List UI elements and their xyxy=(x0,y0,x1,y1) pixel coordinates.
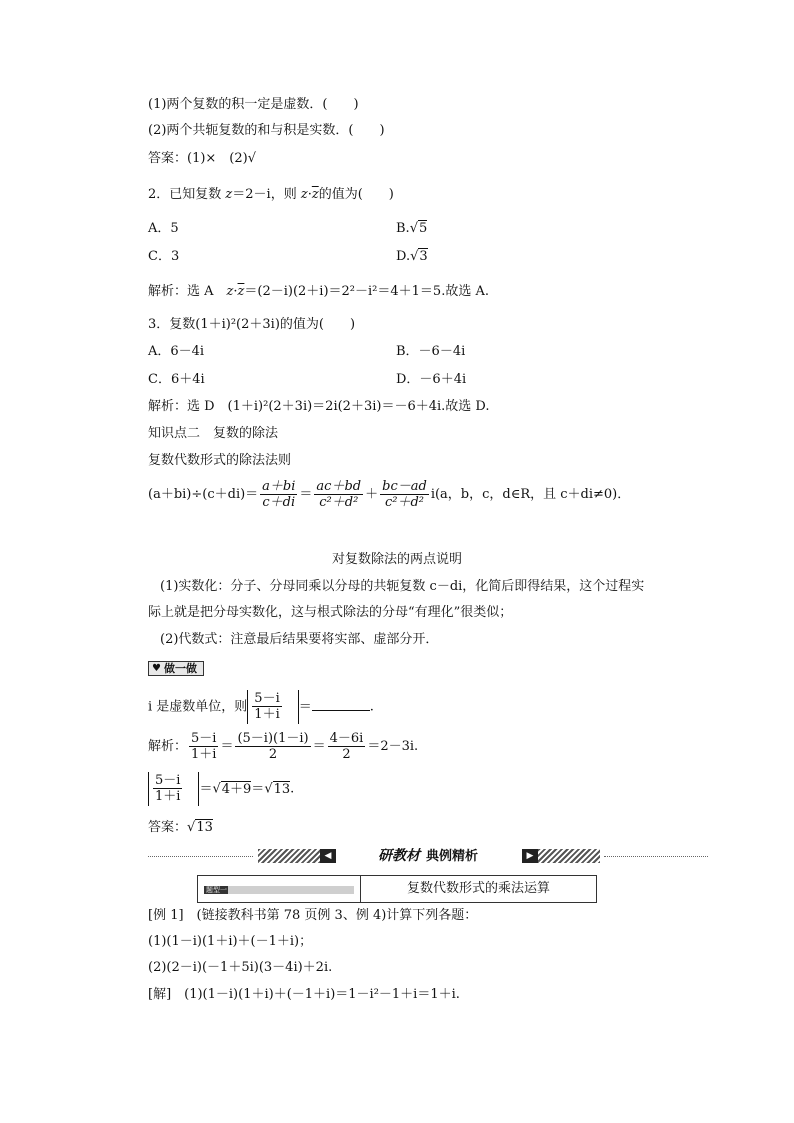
banner-stripe-right xyxy=(538,849,600,863)
modulus-eq: ＝ xyxy=(199,781,213,797)
modulus-eq-2: ＝ xyxy=(251,781,265,797)
modulus-frac xyxy=(153,773,182,804)
practice-answer: 答案：√13 xyxy=(148,820,213,835)
q3-option-c: C．6＋4i xyxy=(148,372,205,387)
analysis-frac-3 xyxy=(328,731,366,762)
banner-title-big: 研教材 xyxy=(377,848,420,864)
q2-stem-z: z xyxy=(300,187,308,202)
arrow-left-icon: ◀ xyxy=(320,849,336,863)
analysis-frac-1-den: 1＋i xyxy=(191,747,217,762)
q2-stem-var: z xyxy=(225,187,233,202)
analysis-frac-2-num: (5－i)(1－i) xyxy=(237,731,309,746)
analysis-frac-2 xyxy=(235,731,310,762)
q3-analysis: 解析：选 D (1＋i)²(2＋3i)＝2i(2＋3i)＝－6＋4i.故选 D. xyxy=(148,399,490,414)
analysis-frac-1 xyxy=(189,731,218,762)
analysis-frac-3-den: 2 xyxy=(342,747,351,762)
modulus-radicand-2: 13 xyxy=(273,781,291,797)
q2-stem-eq: ＝2－i，则 xyxy=(232,187,301,202)
formula-plus: ＋ xyxy=(365,487,379,502)
banner-dots-left xyxy=(148,856,253,857)
analysis-frac-3-num: 4－6i xyxy=(329,731,364,746)
formula-frac-1-den: c＋di xyxy=(262,495,296,510)
practice-analysis xyxy=(148,730,418,764)
kp2-title: 知识点二 复数的除法 xyxy=(148,426,279,441)
q3-stem: 3．复数(1＋i)²(2＋3i)的值为( ) xyxy=(148,317,356,332)
kp2-subtitle: 复数代数形式的除法法则 xyxy=(148,453,292,468)
notes-title: 对复数除法的两点说明 xyxy=(331,552,462,567)
heart-icon: ♥ xyxy=(152,663,161,674)
banner-title-small: 典例精析 xyxy=(425,849,478,864)
banner-title xyxy=(353,847,503,866)
type-box-tag: 题型一 xyxy=(204,886,354,894)
modulus-abs xyxy=(148,772,199,806)
q2-option-b: B.√5 xyxy=(396,221,428,236)
modulus-radicand-1: 4＋9 xyxy=(221,781,252,797)
practice-answer-radicand: 13 xyxy=(196,820,213,835)
example1-item2: (2)(2－i)(－1＋5i)(3－4i)＋2i. xyxy=(148,960,333,975)
practice-stem-post: ＝ xyxy=(298,699,312,715)
q2-analysis xyxy=(148,284,489,300)
formula-eq: ＝ xyxy=(299,487,313,502)
modulus-frac-den: 1＋i xyxy=(155,789,181,804)
q2-analysis-z: z xyxy=(226,284,234,299)
notes-p2: (2)代数式：注意最后结果要将实部、虚部分开． xyxy=(160,632,439,647)
q1-item1: (1)两个复数的积一定是虚数．( ) xyxy=(148,97,359,112)
formula-frac-1-num: a＋bi xyxy=(262,479,296,494)
formula-frac-2 xyxy=(314,479,363,510)
formula-frac-2-den: c²＋d² xyxy=(319,495,359,510)
analysis-frac-2-den: 2 xyxy=(268,747,278,762)
kp2-formula xyxy=(148,478,630,512)
q2-option-d-label: D. xyxy=(396,249,411,264)
example1-stem: [例 1] (链接教科书第 78 页例 3、例 4)计算下列各题： xyxy=(148,908,478,923)
formula-frac-1 xyxy=(260,479,297,510)
analysis-frac-1-num: 5－i xyxy=(191,731,217,746)
q2-stem-dot: · xyxy=(307,187,312,202)
practice-stem-pre: i 是虚数单位，则 xyxy=(148,699,248,715)
q1-answer: 答案：(1)× (2)√ xyxy=(148,151,257,166)
formula-frac-3-num: bc－ad xyxy=(382,479,427,494)
analysis-eq-1: ＝ xyxy=(220,739,234,754)
practice-stem-frac xyxy=(252,691,281,722)
q2-analysis-post: ＝(2－i)(2＋i)＝2²－i²＝4＋1＝5.故选 A. xyxy=(244,284,489,299)
type-box-tag-area xyxy=(198,876,361,902)
practice-stem xyxy=(148,690,374,725)
q1-item2: (2)两个共轭复数的和与积是实数．( ) xyxy=(148,123,385,138)
banner-dots-right xyxy=(604,856,708,857)
modulus-end: . xyxy=(290,781,295,797)
q3-option-a: A．6－4i xyxy=(148,344,205,359)
practice-stem-frac-den: 1＋i xyxy=(254,707,280,722)
q2-stem-post: 的值为( ) xyxy=(318,187,394,202)
q2-stem xyxy=(148,187,394,203)
q2-option-a: A．5 xyxy=(148,221,179,236)
practice-stem-end: . xyxy=(369,699,374,715)
answer-blank[interactable] xyxy=(312,699,370,711)
type-box-title: 复数代数形式的乘法运算 xyxy=(406,881,550,896)
practice-analysis-label: 解析： xyxy=(148,739,188,754)
formula-frac-2-num: ac＋bd xyxy=(316,479,362,494)
q2-option-b-radicand: 5 xyxy=(418,221,428,236)
practice-tag-label: 做一做 xyxy=(163,662,197,675)
formula-frac-3 xyxy=(380,479,429,510)
modulus-frac-num: 5－i xyxy=(155,773,181,788)
type-box xyxy=(197,875,597,903)
q2-analysis-pre: 解析：选 A xyxy=(148,284,227,299)
q2-analysis-dot: · xyxy=(233,284,238,299)
example1-solution: [解] (1)(1－i)(1＋i)＋(－1＋i)＝1－i²－1＋i＝1＋i. xyxy=(148,987,460,1002)
q2-option-b-label: B. xyxy=(396,221,410,236)
practice-tag xyxy=(148,661,204,676)
arrow-right-icon: ▶ xyxy=(522,849,538,863)
analysis-eq-2: ＝ xyxy=(312,739,326,754)
q2-analysis-zbar: $\overline{z}$ xyxy=(237,284,245,299)
formula-frac-3-den: c²＋d² xyxy=(384,495,424,510)
practice-stem-abs xyxy=(247,690,298,724)
section-banner xyxy=(148,846,708,866)
q2-option-d-radicand: 3 xyxy=(419,249,428,264)
example1-item1: (1)(1－i)(1＋i)＋(－1＋i)； xyxy=(148,934,313,949)
banner-stripe-left xyxy=(258,849,320,863)
q2-stem-zbar: $\overline{z}$ xyxy=(311,187,319,202)
q3-option-b: B．－6－4i xyxy=(396,344,466,359)
q3-option-d: D．－6＋4i xyxy=(396,372,467,387)
notes-p1-line2: 际上就是把分母实数化，这与根式除法的分母“有理化”很类似； xyxy=(148,605,513,620)
practice-stem-frac-num: 5－i xyxy=(254,691,280,706)
analysis-result: ＝2－3i. xyxy=(367,739,419,754)
notes-p1-line1: (1)实数化：分子、分母同乘以分母的共轭复数 c－di，化简后即得结果，这个过程实 xyxy=(160,579,645,594)
practice-modulus: $\frac{5-i}{1+i}$ ＝√4＋9＝√13. xyxy=(148,772,294,807)
q2-option-c: C．3 xyxy=(148,249,180,264)
q2-option-d: D.√3 xyxy=(396,249,428,264)
formula-lhs: (a＋bi)÷(c＋di)＝ xyxy=(148,487,259,502)
formula-tail: i(a，b，c，d∈R，且 c＋di≠0)． xyxy=(430,487,631,502)
q2-stem-pre: 2．已知复数 xyxy=(148,187,226,202)
practice-answer-label: 答案： xyxy=(148,820,188,835)
